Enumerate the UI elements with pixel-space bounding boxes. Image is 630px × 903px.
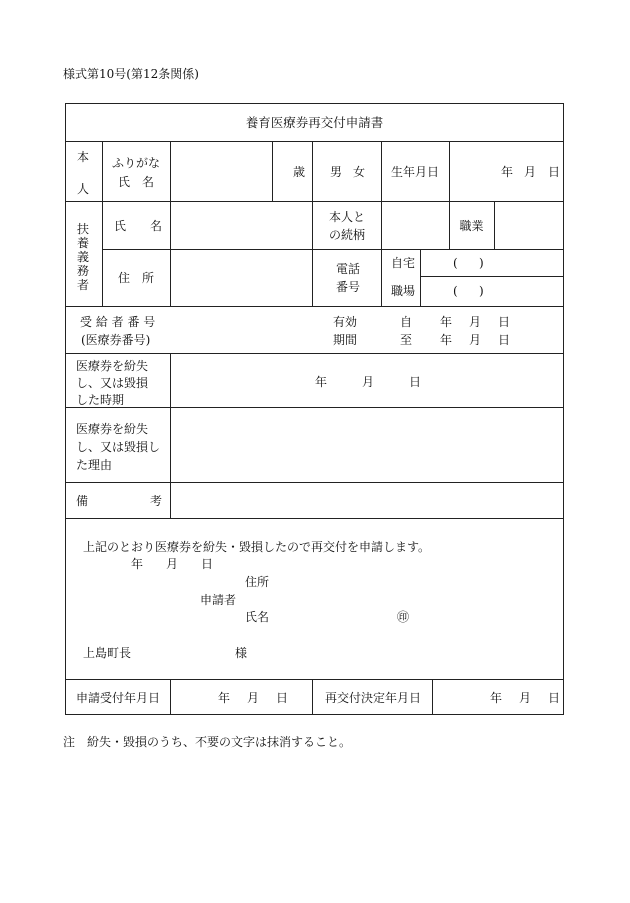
declaration-year: 年 [131, 557, 144, 571]
reissue-day: 日 [548, 691, 561, 705]
remarks-label-right: 考 [150, 494, 163, 508]
col-divider [272, 141, 273, 201]
honorific-label: 様 [235, 646, 248, 660]
work-phone-label: 職場 [391, 284, 416, 298]
home-paren-open: ( [453, 256, 458, 270]
valid-from-day: 日 [498, 315, 511, 329]
person-label-top: 本 [77, 150, 90, 164]
accepted-date-label: 申請受付年月日 [76, 691, 161, 705]
loss-day-label: 日 [409, 375, 422, 389]
mayor-label: 上島町長 [83, 646, 132, 660]
valid-to-month: 月 [469, 333, 482, 347]
col-divider [312, 201, 313, 306]
remarks-field[interactable] [171, 483, 563, 517]
applicant-label: 申請者 [200, 593, 237, 607]
valid-from-label: 自 [400, 315, 413, 329]
valid-from-month: 月 [469, 315, 482, 329]
loss-time-label-line2: し、又は毀損 [76, 376, 149, 390]
col-divider [381, 201, 382, 306]
loss-time-label-line3: した時期 [76, 393, 125, 407]
valid-period-line1: 有効 [333, 315, 358, 329]
applicant-address-label: 住所 [245, 575, 270, 589]
furigana-label: ふりがな [111, 156, 160, 170]
col-divider [494, 201, 495, 249]
col-divider [170, 679, 171, 715]
applicant-name-label: 氏名 [245, 610, 270, 624]
col-divider [312, 141, 313, 201]
row-divider [420, 276, 564, 277]
loss-reason-field[interactable] [171, 408, 563, 481]
loss-time-label-line1: 医療券を紛失 [76, 359, 149, 373]
row-divider [65, 518, 564, 519]
loss-reason-label-line1: 医療券を紛失 [76, 422, 149, 436]
name-label: 氏 名 [117, 175, 154, 189]
person-name-field[interactable] [171, 142, 271, 200]
row-divider [65, 353, 564, 354]
guardian-name-label: 氏 名 [114, 219, 163, 233]
birth-day-label: 日 [548, 165, 561, 179]
form-number-label: 様式第10号(第12条関係) [63, 67, 199, 81]
work-paren-close: ) [479, 284, 484, 298]
row-divider [65, 306, 564, 307]
loss-year-label: 年 [315, 375, 328, 389]
col-divider [312, 679, 313, 715]
recipient-number-label: 受 給 者 番 号 [80, 315, 156, 329]
loss-reason-label-line2: し、又は毀損し [76, 440, 161, 454]
phone-label-line2: 番号 [336, 280, 361, 294]
person-label-bottom: 人 [77, 182, 90, 196]
declaration-text: 上記のとおり医療券を紛失・毀損したので再交付を申請します。 [83, 540, 431, 554]
loss-reason-label-line3: た理由 [76, 458, 113, 472]
col-divider [432, 679, 433, 715]
reissue-year: 年 [490, 691, 503, 705]
valid-to-label: 至 [400, 333, 413, 347]
valid-period-line2: 期間 [333, 333, 358, 347]
guardian-address-label: 住 所 [118, 271, 155, 285]
footnote: 注 紛失・毀損のうち、不要の文字は抹消すること。 [63, 735, 352, 749]
guardian-name-field[interactable] [171, 202, 311, 248]
declaration-month: 月 [166, 557, 179, 571]
phone-label-line1: 電話 [336, 262, 361, 276]
row-divider [65, 201, 564, 202]
valid-to-day: 日 [498, 333, 511, 347]
home-phone-label: 自宅 [391, 256, 416, 270]
remarks-label-left: 備 [76, 494, 89, 508]
relation-label-line2: の続柄 [329, 228, 366, 242]
female-option[interactable]: 女 [353, 165, 366, 179]
declaration-day: 日 [201, 557, 214, 571]
birth-month-label: 月 [524, 165, 537, 179]
occupation-label: 職業 [459, 219, 484, 233]
col-divider [420, 249, 421, 306]
loss-month-label: 月 [362, 375, 375, 389]
relation-label-line1: 本人と [329, 210, 366, 224]
accepted-day: 日 [276, 691, 289, 705]
guardian-address-field[interactable] [171, 250, 311, 305]
guardian-label: 扶 養 義 務 者 [76, 222, 89, 292]
recipient-number-sub: (医療券番号) [81, 333, 151, 347]
work-paren-open: ( [453, 284, 458, 298]
reissue-month: 月 [519, 691, 532, 705]
birthdate-label: 生年月日 [390, 165, 439, 179]
valid-to-year: 年 [440, 333, 453, 347]
accepted-year: 年 [218, 691, 231, 705]
accepted-month: 月 [247, 691, 260, 705]
seal-mark: ㊞ [397, 610, 410, 624]
birth-year-label: 年 [501, 165, 514, 179]
reissue-date-label: 再交付決定年月日 [325, 691, 422, 705]
form-title: 養育医療券再交付申請書 [245, 115, 384, 130]
col-divider [449, 141, 450, 201]
valid-from-year: 年 [440, 315, 453, 329]
home-paren-close: ) [479, 256, 484, 270]
row-divider [65, 679, 564, 680]
age-unit-label: 歳 [293, 165, 306, 179]
row-divider [65, 141, 564, 142]
male-option[interactable]: 男 [330, 165, 343, 179]
